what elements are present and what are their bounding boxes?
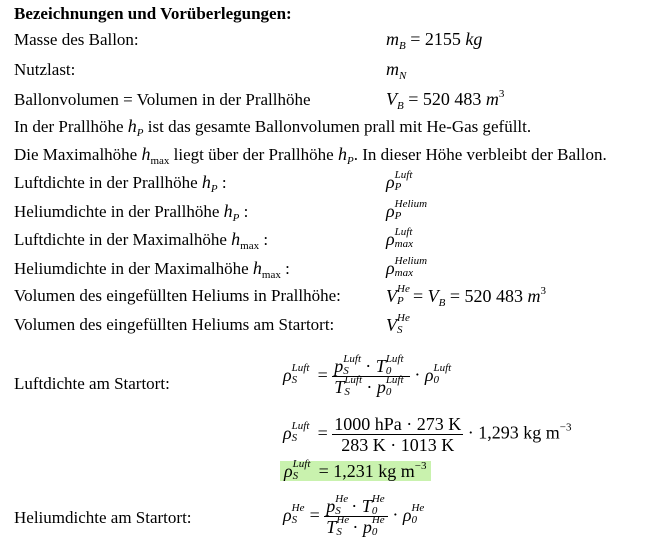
luft-factor-exp: −3	[559, 421, 572, 434]
row-payload-label: Nutzlast:	[14, 60, 76, 79]
def-helium-max-sym: ρ Helium max	[386, 255, 428, 279]
row-payload-formula: $m_N$	[386, 59, 407, 82]
def-luft-max: Luftdichte in der Maximalhöhe $h_{max}$ :	[14, 229, 269, 252]
helium-start-label: Heliumdichte am Startort:	[14, 508, 192, 527]
luft-factor: · 1,293 kg m	[467, 422, 560, 443]
def-luft-prall-sym: ρ Luft P	[386, 169, 413, 193]
row-mass-label: Masse des Ballon:	[14, 30, 139, 49]
helium-formula-general: ρ He S = p He S · T He 0 T He S · p He 0 · ρ He 0	[283, 493, 425, 538]
luft-start-label: Luftdichte am Startort:	[14, 374, 170, 393]
luft-result: ρ Luft S = 1,231 kg $m^{-3}$	[280, 461, 431, 481]
row-volume-label: Ballonvolumen = Volumen in der Prallhöhe	[14, 90, 311, 109]
vol-prall-formula: V He P = $V_B = 520$ 483 $m^3$	[386, 283, 547, 309]
luft-result-value: = 1,231 kg m	[318, 461, 415, 481]
vol-start-formula: V He S	[386, 312, 410, 336]
luft-denominator: 283 K · 1013 K	[332, 434, 463, 455]
def-helium-prall: Heliumdichte in der Prallhöhe $h_P$ :	[14, 201, 249, 224]
def-helium-prall-sym: ρ Helium P	[386, 198, 428, 222]
heading: Bezeichnungen und Vorüberlegungen:	[14, 4, 292, 23]
sentence-max: Die Maximalhöhe $h_{max}$ liegt über der Prallhöhe $h_P$. In dieser Höhe verbleibt der Ballon.	[14, 144, 607, 167]
def-luft-prall: Luftdichte in der Prallhöhe $h_P$ :	[14, 172, 227, 195]
def-helium-max: Heliumdichte in der Maximalhöhe $h_{max}$ :	[14, 258, 290, 281]
row-mass-formula: $m_B = 2155$ kg	[386, 29, 483, 52]
luft-result-exp: −3	[414, 460, 427, 472]
row-volume-formula: $V_B = 520$ 483 $m^3$	[386, 88, 505, 112]
luft-formula-general: ρ Luft S = p Luft S · T Luft 0 T Luft S · p Luft 0 · ρ Luft 0	[283, 353, 452, 398]
luft-formula-numeric: ρ Luft S = $\frac{\text{1000 hPa · 273 K}}{283 K \cdot 1013 K}$ · 1,293 kg $m^{-3}$	[283, 414, 572, 455]
luft-numerator: 1000 hPa · 273 K	[334, 414, 462, 434]
vol-start-label: Volumen des eingefüllten Heliums am Startort:	[14, 315, 335, 334]
def-luft-max-sym: ρ Luft max	[386, 226, 413, 250]
vol-prall-label: Volumen des eingefüllten Heliums in Prallhöhe:	[14, 286, 341, 305]
sentence-prall: In der Prallhöhe $h_P$ ist das gesamte Ballonvolumen prall mit He-Gas gefüllt.	[14, 116, 532, 139]
